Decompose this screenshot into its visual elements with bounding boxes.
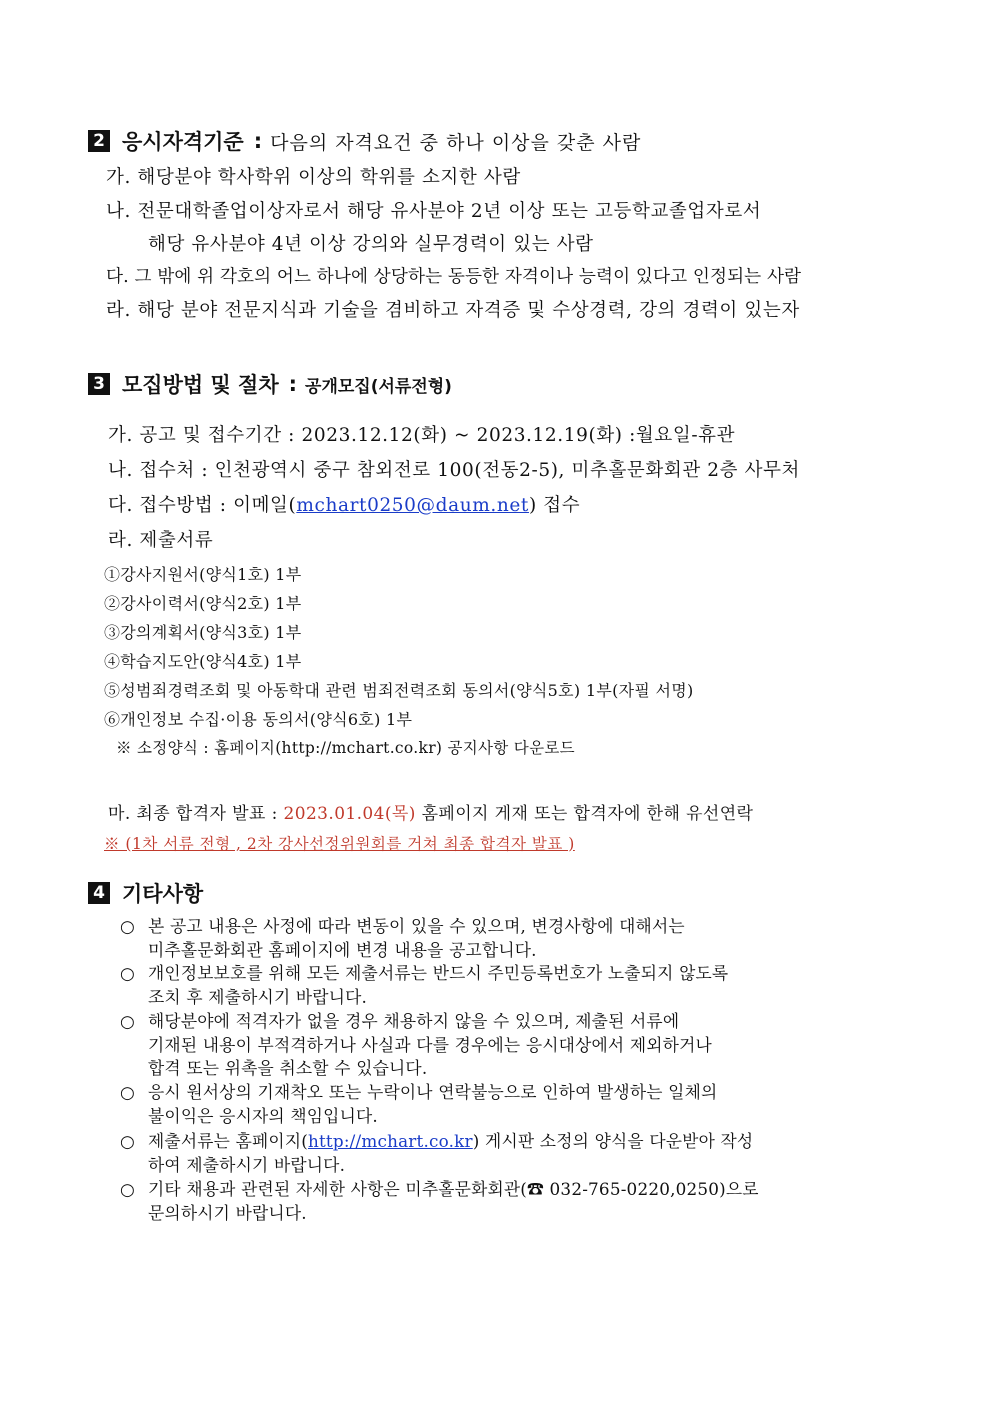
notice-line: 해당분야에 적격자가 없을 경우 채용하지 않을 수 있으며, 제출된 서류에 (148, 1011, 680, 1031)
notice-line: 조치 후 제출하시기 바랍니다. (148, 986, 368, 1007)
notice-item (120, 915, 912, 962)
application-method-suffix: ) 접수 (528, 495, 581, 516)
homepage-link[interactable]: http://mchart.co.kr (307, 1131, 473, 1151)
section-2-number: 2 (88, 130, 110, 152)
section-4-number: 4 (88, 882, 110, 904)
notice-text (120, 1130, 912, 1177)
circle-bullet-icon: ○ (120, 1131, 135, 1151)
section-3-number: 3 (88, 373, 110, 395)
circle-bullet-icon: ○ (120, 1011, 135, 1031)
document-item: ⑥개인정보 수집·이용 동의서(양식6호) 1부 (104, 710, 413, 729)
documents-heading: 라. 제출서류 (108, 530, 214, 551)
qualification-item-na-continued: 해당 유사분야 4년 이상 강의와 실무경력이 있는 사람 (148, 234, 594, 255)
final-announcement-prefix: 마. 최종 합격자 발표 : (108, 804, 284, 824)
final-announcement-date: 2023.01.04(목) (283, 804, 416, 824)
notice-item (120, 1178, 912, 1225)
qualification-item-ra: 라. 해당 분야 전문지식과 기술을 겸비하고 자격증 및 수상경력, 강의 경력이 있는자 (106, 300, 800, 321)
notice-line: 본 공고 내용은 사정에 따라 변동이 있을 수 있으며, 변경사항에 대해서는 (148, 916, 685, 936)
section-4-heading (88, 878, 203, 908)
document-item: ⑤성범죄경력조회 및 아동학대 관련 범죄전력조회 동의서(양식5호) 1부(자필 서명) (104, 681, 694, 700)
section-3-description: 공개모집(서류전형) (305, 376, 452, 397)
notice-line: 하여 제출하시기 바랍니다. (148, 1154, 346, 1175)
document-item: ②강사이력서(양식2호) 1부 (104, 594, 302, 613)
section-2-description: 다음의 자격요건 중 하나 이상을 갖춘 사람 (270, 131, 642, 154)
forms-download-note: ※ 소정양식 : 홈페이지(http://mchart.co.kr) 공지사항 다운로드 (116, 739, 575, 757)
final-announcement-suffix: 홈페이지 게재 또는 합격자에 한해 유선연락 (415, 804, 754, 824)
qualification-item-na: 나. 전문대학졸업이상자로서 해당 유사분야 2년 이상 또는 고등학교졸업자로서 (106, 201, 762, 222)
document-item: ③강의계획서(양식3호) 1부 (104, 623, 302, 642)
notice-line-prefix: 제출서류는 홈페이지( (148, 1131, 308, 1151)
application-method-prefix: 다. 접수방법 : 이메일( (108, 495, 297, 516)
application-email-link[interactable]: mchart0250@daum.net (296, 495, 529, 516)
application-location: 나. 접수처 : 인천광역시 중구 참외전로 100(전동2-5), 미추홀문화회관 2층 사무처 (108, 460, 801, 481)
section-2-heading (88, 126, 641, 156)
notice-text (120, 962, 912, 1009)
notice-line: 응시 원서상의 기재착오 또는 누락이나 연락불능으로 인하여 발생하는 일체의 (148, 1082, 718, 1102)
notice-text (120, 1178, 912, 1225)
notice-item (120, 1130, 912, 1177)
notice-line: 합격 또는 위촉을 취소할 수 있습니다. (148, 1058, 428, 1078)
application-method (108, 491, 580, 517)
notice-item (120, 1010, 912, 1081)
notice-item (120, 1081, 912, 1128)
notice-item (120, 962, 912, 1009)
circle-bullet-icon: ○ (120, 916, 135, 936)
notice-line: 개인정보보호를 위해 모든 제출서류는 반드시 주민등록번호가 노출되지 않도록 (148, 963, 729, 983)
selection-process-note: ※ (1차 서류 전형 , 2차 강사선정위원회를 거쳐 최종 합격자 발표 ) (104, 835, 575, 853)
section-2-colon: : (253, 129, 263, 153)
section-4-title: 기타사항 (122, 882, 204, 906)
recruitment-period: 가. 공고 및 접수기간 : 2023.12.12(화) ~ 2023.12.19(화) :월요일-휴관 (108, 425, 736, 446)
document-item: ④학습지도안(양식4호) 1부 (104, 652, 302, 671)
section-3-heading (88, 369, 452, 399)
notice-text (120, 1081, 912, 1128)
circle-bullet-icon: ○ (120, 1179, 135, 1199)
qualification-item-ga: 가. 해당분야 학사학위 이상의 학위를 소지한 사람 (106, 167, 521, 188)
notice-line: 미추홀문화회관 홈페이지에 변경 내용을 공고합니다. (148, 939, 537, 960)
notice-line-suffix: ) 게시판 소정의 양식을 다운받아 작성 (472, 1131, 754, 1151)
notice-text (120, 915, 912, 962)
notice-line: 불이익은 응시자의 책임입니다. (148, 1105, 378, 1126)
notice-line: 기타 채용과 관련된 자세한 사항은 미추홀문화회관(☎ 032-765-0220,0250)으로 (148, 1179, 759, 1199)
notice-line: 문의하시기 바랍니다. (148, 1202, 307, 1223)
circle-bullet-icon: ○ (120, 1082, 135, 1102)
circle-bullet-icon: ○ (120, 963, 135, 983)
notice-line: 기재된 내용이 부적격하거나 사실과 다를 경우에는 응시대상에서 제외하거나 (148, 1034, 712, 1055)
section-2-title: 응시자격기준 (122, 130, 244, 154)
section-3-colon: : (288, 372, 298, 396)
notice-text (120, 1010, 912, 1081)
document-item: ①강사지원서(양식1호) 1부 (104, 565, 302, 584)
final-announcement (108, 799, 753, 824)
notice-line (148, 1130, 912, 1154)
section-3-title: 모집방법 및 절차 (122, 373, 279, 397)
qualification-item-da: 다. 그 밖에 위 각호의 어느 하나에 상당하는 동등한 자격이나 능력이 있다고 인정되는 사람 (106, 267, 802, 287)
